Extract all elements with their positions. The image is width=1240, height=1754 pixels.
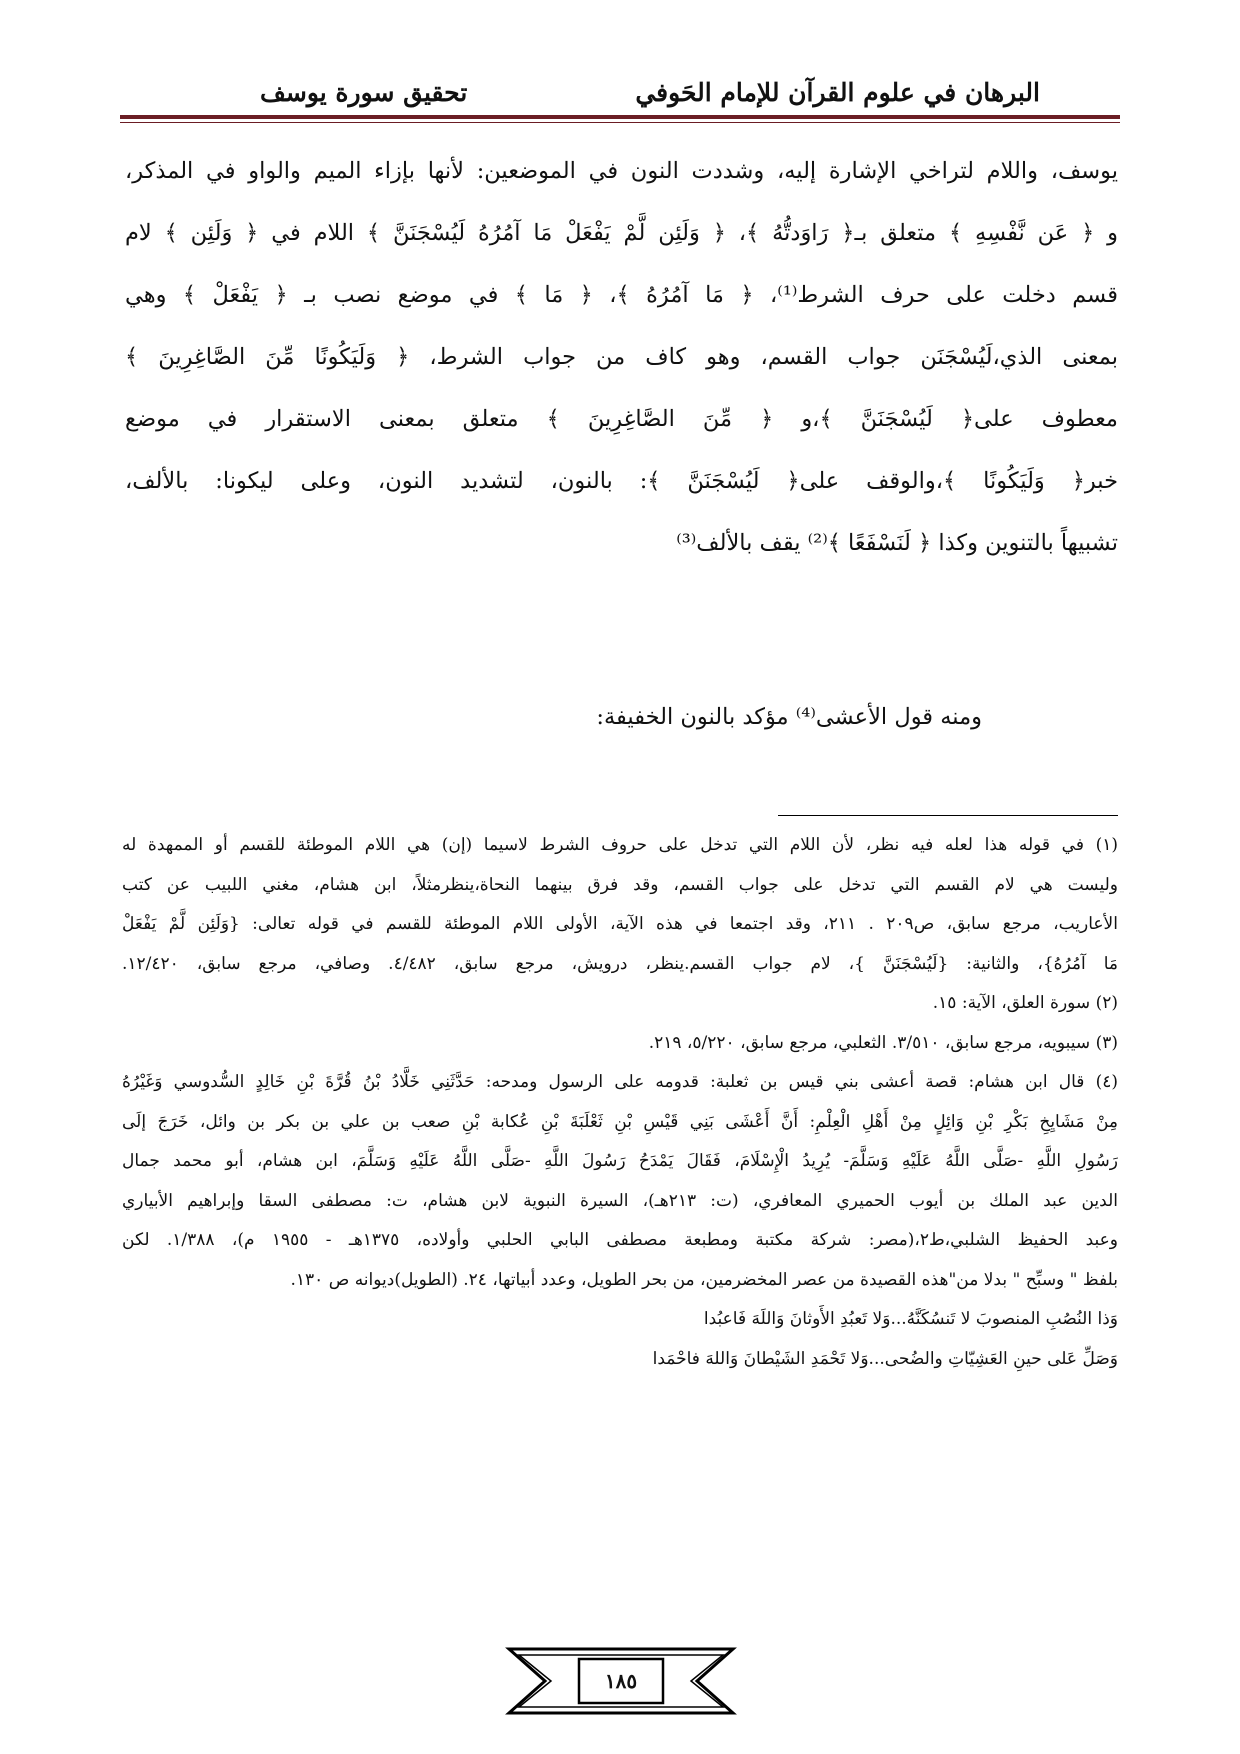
text-line: و ﴿ عَن نَّفْسِهِ ﴾ متعلق بـ﴿ رَاوَدتُّهُ ﴾، ﴿ وَلَئِن لَّمْ يَفْعَلْ مَا آمُرُهُ لَيُسْجَنَنَّ ﴾ اللام في ﴿ وَلَئِن ﴾ لام xyxy=(125,220,1118,246)
footnote-line: (٣) سيبويه، مرجع سابق، ٣/٥١٠. الثعلبي، مرجع سابق، ٥/٢٢٠، ٢١٩. xyxy=(648,1032,1118,1053)
footnote-line: بلفظ " وسبِّح " بدلا من"هذه القصيدة من عصر المخضرمين، من بحر الطويل، وعدد أبياتها، ٢٤. (الطويل)ديوانه ص ١٣٠. xyxy=(290,1269,1118,1290)
footnote-line: وعبد الحفيظ الشلبي،ط٢،(مصر: شركة مكتبة ومطبعة مصطفى البابي الحلبي وأولاده، ١٣٧٥هـ - ١٩٥٥ م)، ١/٣٨٨. لكن xyxy=(122,1230,1118,1250)
main-text xyxy=(125,140,1118,574)
text-line: بمعنى الذي،لَيُسْجَنَن جواب القسم، وهو كاف من جواب الشرط، ﴿ وَلَيَكُونًا مِّنَ الصَّاغِرِينَ ﴾ xyxy=(125,344,1118,370)
text-line: تشبيهاً بالتنوين وكذا ﴿ لَنَسْفَعًا ﴾⁽²⁾ يقف بالألف⁽³⁾ xyxy=(676,530,1118,556)
footnote-line: (٤) قال ابن هشام: قصة أعشى بني قيس بن ثعلبة: قدومه على الرسول ومدحه: حَدَّثَنِي خَلَّادُ بْنُ قُرَّةَ بْنِ خَالِدٍ السُّدوسي وَغَيْرُهُ xyxy=(122,1072,1118,1092)
page-number-ornament xyxy=(505,1645,737,1717)
poem-verse: وَذا النُصُبِ المنصوبَ لا تَنسُكَنَّهُ...وَلا تَعبُدِ الأَوثانَ وَاللَهَ فَاعبُدا xyxy=(703,1309,1118,1329)
footnotes xyxy=(122,826,1118,1379)
text-line: قسم دخلت على حرف الشرط⁽¹⁾، ﴿ مَا آمُرُهُ ﴾، ﴿ مَا ﴾ في موضع نصب بـ ﴿ يَفْعَلْ ﴾ وهي xyxy=(125,282,1119,308)
footnote-separator xyxy=(778,815,1118,816)
running-header xyxy=(120,72,1040,112)
text-line: خبر﴿ وَلَيَكُونًا ﴾،والوقف على﴿ لَيُسْجَنَنَّ ﴾: بالنون، لتشديد النون، وعلى ليكونا: بالألف، xyxy=(125,468,1118,494)
header-rule-thick xyxy=(120,115,1120,119)
poem-verse: وَصَلِّ عَلى حينِ العَشِيّاتِ والضُحى...وَلا تَحْمَدِ الشَيْطانَ وَاللهَ فاحْمَدا xyxy=(652,1348,1118,1369)
footnote-line: رَسُولِ اللَّهِ -صَلَّى اللَّهُ عَلَيْهِ وَسَلَّمَ- يُرِيدُ الْإِسْلَامَ، فَقَالَ يَمْدَحُ رَسُولَ اللَّهِ -صَلَّى اللَّهُ عَلَيْهِ وَسَلَّمَ، ابن هشام، أبو محمد جمال xyxy=(122,1151,1118,1171)
footnote-line: (١) في قوله هذا لعله فيه نظر، لأن اللام التي تدخل على حروف الشرط لاسيما (إن) هي اللام الموطئة للقسم أو الممهدة له xyxy=(122,835,1118,855)
footnote-line: وليست هي لام القسم التي تدخل على جواب القسم، وقد فرق بينهما النحاة،ينظرمثلاً، ابن هشام، مغني اللبيب عن كتب xyxy=(122,874,1118,895)
page-number: ١٨٥ xyxy=(604,1669,638,1693)
chapter-title: تحقيق سورة يوسف xyxy=(260,77,468,107)
book-title: البرهان في علوم القرآن للإمام الحَوفي xyxy=(635,77,1040,107)
text-line: يوسف، واللام لتراخي الإشارة إليه، وشددت النون في الموضعين: لأنها بإزاء الميم والواو في المذكر، xyxy=(125,158,1118,184)
footnote-line: الأعاريب، مرجع سابق، ص٢٠٩ . ٢١١، وقد اجتمعا في هذه الآية، الأولى اللام الموطئة للقسم في قوله تعالى: {وَلَئِن لَّمْ يَفْعَلْ xyxy=(122,914,1118,934)
footnote-line: (٢) سورة العلق، الآية: ١٥. xyxy=(932,993,1118,1013)
text-line: معطوف على﴿ لَيُسْجَنَنَّ ﴾،و ﴿ مِّنَ الصَّاغِرِينَ ﴾ متعلق بمعنى الاستقرار في موضع xyxy=(125,406,1118,432)
footnote-line: الدين عبد الملك بن أيوب الحميري المعافري، (ت: ٢١٣هـ)، السيرة النبوية لابن هشام، ت: مصطفى السقا وإبراهيم الأبياري xyxy=(122,1190,1118,1211)
footnote-line: مِنْ مَشَايِخِ بَكْرِ بْنِ وَائِلٍ مِنْ أَهْلِ الْعِلْمِ: أَنَّ أَعْشَى بَنِي قَيْسِ بْنِ ثَعْلَبَةَ بْنِ عُكابة بْنِ صعب بن علي بن بكر بن وائل، خَرَجَ إلَى xyxy=(122,1111,1118,1132)
footnote-line: مَا آمُرُهُ}، والثانية: {لَيُسْجَنَنَّ }، لام جواب القسم.ينظر، درويش، مرجع سابق، ٤/٤٨٢. وصافي، مرجع سابق، ١٢/٤٢٠. xyxy=(122,953,1118,974)
header-rule-thin xyxy=(120,122,1120,123)
poem-intro: ومنه قول الأعشى⁽⁴⁾ مؤكد بالنون الخفيفة: xyxy=(596,704,982,730)
